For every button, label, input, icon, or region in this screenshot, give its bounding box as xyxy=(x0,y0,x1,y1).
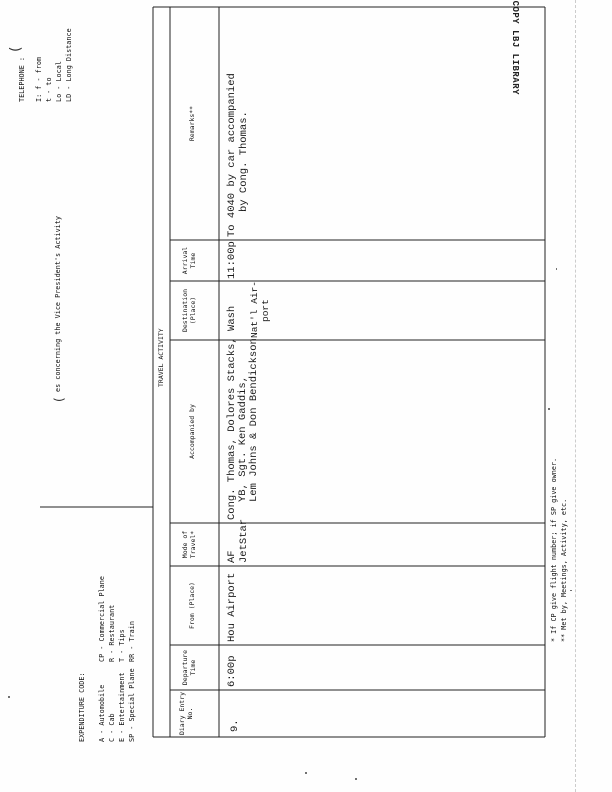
entry-diary-no: 9. xyxy=(229,719,241,732)
col-header-arrival: Arrival Time xyxy=(181,246,197,275)
col-header-destination: Destination (Place) xyxy=(181,288,197,333)
entry-departure: 6:00p xyxy=(226,655,238,687)
col-header-accompanied: Accompanied by xyxy=(188,404,196,459)
col-header-departure: Departure Time xyxy=(181,649,197,686)
scan-speck xyxy=(556,268,557,270)
expenditure-code-c: C - Cab xyxy=(108,713,116,742)
entry-mode-line2: JetStar xyxy=(238,518,250,563)
header-note: es concerning the Vice President's Activity xyxy=(54,216,62,392)
expenditure-code-e: E - Entertainment xyxy=(118,672,126,742)
col-header-diary: Diary Entry No. xyxy=(178,691,194,736)
telephone-code-to: t - to xyxy=(45,77,53,102)
entry-destination-line2: Nat'l Air- xyxy=(249,280,260,338)
telephone-code-from: I: f - from xyxy=(35,56,43,102)
expenditure-code-rr: RR - Train xyxy=(128,621,136,662)
entry-accompanied-line3: Lem Johns & Don Bendickson xyxy=(248,338,260,502)
expenditure-title: EXPENDITURE CODE: xyxy=(78,672,86,742)
expenditure-code-cp: CP - Commercial Plane xyxy=(98,576,106,662)
entry-mode-line1: AF xyxy=(226,550,238,563)
paren-mark-top: ( xyxy=(8,46,24,52)
footnote-2: ** Met by, Meetings, Activity, etc. xyxy=(560,498,568,642)
entry-arrival: 11:00p xyxy=(226,241,238,279)
telephone-label: TELEPHONE : xyxy=(18,56,26,102)
telephone-code-local: Lo - Local xyxy=(55,61,63,102)
telephone-code-long-distance: LD - Long Distance xyxy=(65,28,73,102)
expenditure-code-t: T - Tips xyxy=(118,629,126,662)
scan-speck xyxy=(570,590,572,591)
col-header-remarks: Remarks** xyxy=(188,105,196,142)
travel-activity-title: TRAVEL ACTIVITY xyxy=(157,328,165,387)
footnote-1: * If CP give flight number; if SP give owner. xyxy=(550,457,558,642)
expenditure-code-r: R - Restaurant xyxy=(108,604,116,662)
scan-speck xyxy=(548,408,550,410)
library-stamp: COPY LBJ LIBRARY xyxy=(510,0,520,95)
scan-speck xyxy=(8,696,10,698)
entry-accompanied-line1: Cong. Thomas, Dolores Stacks, Wash xyxy=(226,305,238,520)
entry-accompanied-line2: YB, Sgt. Ken Gaddis, xyxy=(237,375,249,502)
expenditure-code-a: A - Automobile xyxy=(98,684,106,742)
paren-mark: ( xyxy=(52,397,66,402)
col-header-from: From (Place) xyxy=(188,582,196,629)
col-header-mode: Mode of Travel* xyxy=(181,530,197,559)
expenditure-code-sp: SP - Special Plane xyxy=(128,668,136,742)
margin-line xyxy=(575,0,576,792)
entry-destination-line3: port xyxy=(260,299,271,322)
entry-from: Hou Airport xyxy=(226,572,238,642)
scan-speck xyxy=(305,772,307,774)
scan-speck xyxy=(355,778,357,780)
entry-remarks-line2: by Cong. Thomas. xyxy=(238,111,250,212)
entry-remarks-line1: To 4040 by car accompanied xyxy=(226,73,238,237)
